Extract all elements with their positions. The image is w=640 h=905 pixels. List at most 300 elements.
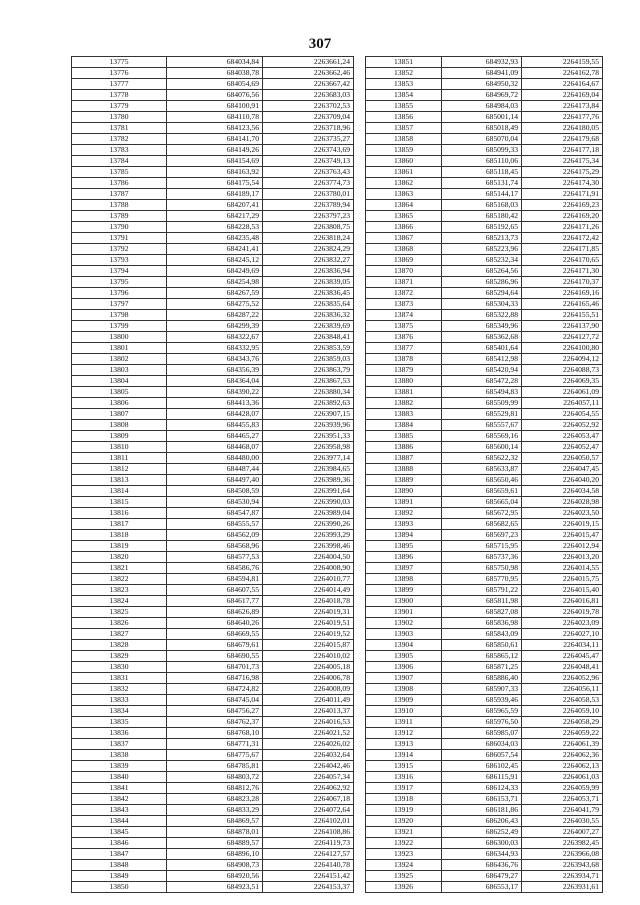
x-coordinate-cell: 684299,39 [167,321,263,332]
y-coordinate-cell: 2264010,77 [263,574,354,585]
point-number-cell: 13920 [366,816,442,827]
y-coordinate-cell: 2264094,12 [522,354,603,365]
table-row [366,838,603,849]
y-coordinate-cell: 2264153,37 [263,882,354,893]
point-number-cell: 13904 [366,640,442,651]
y-coordinate-cell: 2263958,98 [263,442,354,453]
y-coordinate-cell: 2264127,72 [522,332,603,343]
y-coordinate-cell: 2264177,18 [522,145,603,156]
table-row [366,365,603,376]
table-row [72,189,354,200]
x-coordinate-cell: 684941,09 [442,68,522,79]
table-row [72,200,354,211]
point-number-cell: 13918 [366,794,442,805]
y-coordinate-cell: 2264013,37 [263,706,354,717]
point-number-cell: 13786 [72,178,167,189]
x-coordinate-cell: 684217,29 [167,211,263,222]
table-row [72,167,354,178]
table-row [366,431,603,442]
y-coordinate-cell: 2264007,27 [522,827,603,838]
y-coordinate-cell: 2264171,91 [522,189,603,200]
point-number-cell: 13910 [366,706,442,717]
y-coordinate-cell: 2264173,84 [522,101,603,112]
point-number-cell: 13839 [72,761,167,772]
y-coordinate-cell: 2264014,49 [263,585,354,596]
x-coordinate-cell: 685665,04 [442,497,522,508]
x-coordinate-cell: 684508,59 [167,486,263,497]
table-row [366,244,603,255]
y-coordinate-cell: 2263892,63 [263,398,354,409]
table-row [366,79,603,90]
x-coordinate-cell: 685294,64 [442,288,522,299]
y-coordinate-cell: 2264072,64 [263,805,354,816]
x-coordinate-cell: 686553,17 [442,882,522,893]
y-coordinate-cell: 2263984,65 [263,464,354,475]
table-row [72,376,354,387]
point-number-cell: 13851 [366,57,442,68]
y-coordinate-cell: 2264050,57 [522,453,603,464]
y-coordinate-cell: 2264034,58 [522,486,603,497]
x-coordinate-cell: 684908,73 [167,860,263,871]
x-coordinate-cell: 685099,33 [442,145,522,156]
table-row [366,695,603,706]
x-coordinate-cell: 684716,98 [167,673,263,684]
point-number-cell: 13909 [366,695,442,706]
y-coordinate-cell: 2264174,30 [522,178,603,189]
x-coordinate-cell: 685401,64 [442,343,522,354]
point-number-cell: 13861 [366,167,442,178]
point-number-cell: 13777 [72,79,167,90]
x-coordinate-cell: 686436,76 [442,860,522,871]
y-coordinate-cell: 2264027,10 [522,629,603,640]
point-number-cell: 13790 [72,222,167,233]
y-coordinate-cell: 2263780,01 [263,189,354,200]
table-row [72,321,354,332]
table-row [72,68,354,79]
point-number-cell: 13789 [72,211,167,222]
point-number-cell: 13901 [366,607,442,618]
x-coordinate-cell: 685811,98 [442,596,522,607]
point-number-cell: 13924 [366,860,442,871]
x-coordinate-cell: 685865,12 [442,651,522,662]
x-coordinate-cell: 684568,96 [167,541,263,552]
x-coordinate-cell: 684241,41 [167,244,263,255]
x-coordinate-cell: 684287,22 [167,310,263,321]
table-row [366,640,603,651]
point-number-cell: 13816 [72,508,167,519]
table-row [72,266,354,277]
table-row [72,420,354,431]
point-number-cell: 13806 [72,398,167,409]
y-coordinate-cell: 2264057,34 [263,772,354,783]
point-number-cell: 13788 [72,200,167,211]
x-coordinate-cell: 685529,81 [442,409,522,420]
table-row [72,101,354,112]
y-coordinate-cell: 2263763,43 [263,167,354,178]
x-coordinate-cell: 685494,83 [442,387,522,398]
y-coordinate-cell: 2264164,67 [522,79,603,90]
y-coordinate-cell: 2263934,71 [522,871,603,882]
point-number-cell: 13818 [72,530,167,541]
table-row [366,57,603,68]
y-coordinate-cell: 2264004,50 [263,552,354,563]
y-coordinate-cell: 2263993,29 [263,530,354,541]
table-row [72,90,354,101]
y-coordinate-cell: 2264058,53 [522,695,603,706]
x-coordinate-cell: 686344,93 [442,849,522,860]
table-row [366,134,603,145]
point-number-cell: 13859 [366,145,442,156]
y-coordinate-cell: 2263661,24 [263,57,354,68]
x-coordinate-cell: 684249,69 [167,266,263,277]
point-number-cell: 13911 [366,717,442,728]
table-row [366,178,603,189]
point-number-cell: 13905 [366,651,442,662]
x-coordinate-cell: 684896,10 [167,849,263,860]
point-number-cell: 13846 [72,838,167,849]
table-row [366,508,603,519]
y-coordinate-cell: 2264169,23 [522,200,603,211]
table-row [72,761,354,772]
y-coordinate-cell: 2264127,57 [263,849,354,860]
y-coordinate-cell: 2263667,42 [263,79,354,90]
point-number-cell: 13843 [72,805,167,816]
point-number-cell: 13869 [366,255,442,266]
coordinates-table-left [71,56,354,893]
x-coordinate-cell: 685715,95 [442,541,522,552]
x-coordinate-cell: 684356,39 [167,365,263,376]
y-coordinate-cell: 2264045,47 [522,651,603,662]
y-coordinate-cell: 2264140,78 [263,860,354,871]
y-coordinate-cell: 2264171,85 [522,244,603,255]
x-coordinate-cell: 685682,65 [442,519,522,530]
x-coordinate-cell: 685569,16 [442,431,522,442]
y-coordinate-cell: 2264008,90 [263,563,354,574]
y-coordinate-cell: 2264169,04 [522,90,603,101]
y-coordinate-cell: 2264011,49 [263,695,354,706]
y-coordinate-cell: 2263867,53 [263,376,354,387]
point-number-cell: 13822 [72,574,167,585]
point-number-cell: 13787 [72,189,167,200]
table-row [366,277,603,288]
x-coordinate-cell: 684586,76 [167,563,263,574]
y-coordinate-cell: 2264171,30 [522,266,603,277]
y-coordinate-cell: 2264061,09 [522,387,603,398]
point-number-cell: 13898 [366,574,442,585]
y-coordinate-cell: 2263939,96 [263,420,354,431]
point-number-cell: 13782 [72,134,167,145]
x-coordinate-cell: 685939,46 [442,695,522,706]
y-coordinate-cell: 2264100,80 [522,343,603,354]
table-row [366,563,603,574]
x-coordinate-cell: 684745,04 [167,695,263,706]
y-coordinate-cell: 2263990,26 [263,519,354,530]
table-row [366,882,603,893]
table-row [366,101,603,112]
point-number-cell: 13917 [366,783,442,794]
point-number-cell: 13915 [366,761,442,772]
point-number-cell: 13835 [72,717,167,728]
point-number-cell: 13799 [72,321,167,332]
x-coordinate-cell: 685349,96 [442,321,522,332]
x-coordinate-cell: 684803,72 [167,772,263,783]
x-coordinate-cell: 686034,03 [442,739,522,750]
table-row [72,816,354,827]
x-coordinate-cell: 685907,33 [442,684,522,695]
table-row [366,112,603,123]
y-coordinate-cell: 2264162,78 [522,68,603,79]
table-row [366,673,603,684]
point-number-cell: 13820 [72,552,167,563]
x-coordinate-cell: 684833,29 [167,805,263,816]
table-row [366,475,603,486]
x-coordinate-cell: 684254,98 [167,277,263,288]
table-row [366,211,603,222]
y-coordinate-cell: 2263818,24 [263,233,354,244]
table-row [72,145,354,156]
y-coordinate-cell: 2263808,75 [263,222,354,233]
y-coordinate-cell: 2264172,42 [522,233,603,244]
y-coordinate-cell: 2263982,45 [522,838,603,849]
table-row [72,629,354,640]
y-coordinate-cell: 2264041,79 [522,805,603,816]
y-coordinate-cell: 2263709,04 [263,112,354,123]
point-number-cell: 13810 [72,442,167,453]
point-number-cell: 13885 [366,431,442,442]
x-coordinate-cell: 685791,22 [442,585,522,596]
x-coordinate-cell: 684679,61 [167,640,263,651]
x-coordinate-cell: 685672,95 [442,508,522,519]
x-coordinate-cell: 686206,43 [442,816,522,827]
point-number-cell: 13873 [366,299,442,310]
point-number-cell: 13796 [72,288,167,299]
point-number-cell: 13921 [366,827,442,838]
point-number-cell: 13848 [72,860,167,871]
point-number-cell: 13874 [366,310,442,321]
table-row [366,387,603,398]
x-coordinate-cell: 685737,36 [442,552,522,563]
y-coordinate-cell: 2264057,11 [522,398,603,409]
table-row [366,90,603,101]
point-number-cell: 13814 [72,486,167,497]
point-number-cell: 13805 [72,387,167,398]
x-coordinate-cell: 684034,84 [167,57,263,68]
point-number-cell: 13838 [72,750,167,761]
x-coordinate-cell: 684480,00 [167,453,263,464]
y-coordinate-cell: 2264008,09 [263,684,354,695]
x-coordinate-cell: 684823,28 [167,794,263,805]
y-coordinate-cell: 2263989,04 [263,508,354,519]
x-coordinate-cell: 685650,46 [442,475,522,486]
y-coordinate-cell: 2264019,15 [522,519,603,530]
table-row [72,750,354,761]
coordinates-table-right [365,56,603,893]
point-number-cell: 13863 [366,189,442,200]
point-number-cell: 13864 [366,200,442,211]
point-number-cell: 13913 [366,739,442,750]
point-number-cell: 13831 [72,673,167,684]
y-coordinate-cell: 2263774,73 [263,178,354,189]
x-coordinate-cell: 684163,92 [167,167,263,178]
table-row [72,783,354,794]
point-number-cell: 13907 [366,673,442,684]
point-number-cell: 13856 [366,112,442,123]
point-number-cell: 13892 [366,508,442,519]
y-coordinate-cell: 2264014,55 [522,563,603,574]
table-row [366,497,603,508]
table-row [72,717,354,728]
y-coordinate-cell: 2263835,64 [263,299,354,310]
x-coordinate-cell: 685131,74 [442,178,522,189]
point-number-cell: 13852 [366,68,442,79]
y-coordinate-cell: 2264023,50 [522,508,603,519]
table-row [72,57,354,68]
point-number-cell: 13853 [366,79,442,90]
table-row [72,651,354,662]
x-coordinate-cell: 685232,34 [442,255,522,266]
y-coordinate-cell: 2263824,29 [263,244,354,255]
table-row [366,189,603,200]
y-coordinate-cell: 2263797,23 [263,211,354,222]
x-coordinate-cell: 685322,88 [442,310,522,321]
point-number-cell: 13872 [366,288,442,299]
x-coordinate-cell: 685412,98 [442,354,522,365]
point-number-cell: 13840 [72,772,167,783]
y-coordinate-cell: 2264059,10 [522,706,603,717]
point-number-cell: 13801 [72,343,167,354]
x-coordinate-cell: 685633,87 [442,464,522,475]
x-coordinate-cell: 684562,09 [167,530,263,541]
x-coordinate-cell: 684332,95 [167,343,263,354]
y-coordinate-cell: 2264155,51 [522,310,603,321]
x-coordinate-cell: 684969,72 [442,90,522,101]
table-row [366,233,603,244]
x-coordinate-cell: 684110,78 [167,112,263,123]
table-row [72,794,354,805]
table-row [366,717,603,728]
point-number-cell: 13855 [366,101,442,112]
y-coordinate-cell: 2263998,46 [263,541,354,552]
y-coordinate-cell: 2264052,96 [522,673,603,684]
table-row [366,871,603,882]
x-coordinate-cell: 685264,56 [442,266,522,277]
table-row [366,684,603,695]
y-coordinate-cell: 2263749,13 [263,156,354,167]
y-coordinate-cell: 2264062,13 [522,761,603,772]
y-coordinate-cell: 2263683,03 [263,90,354,101]
table-row [366,618,603,629]
point-number-cell: 13895 [366,541,442,552]
point-number-cell: 13876 [366,332,442,343]
x-coordinate-cell: 684775,67 [167,750,263,761]
point-number-cell: 13826 [72,618,167,629]
y-coordinate-cell: 2264054,55 [522,409,603,420]
y-coordinate-cell: 2264047,45 [522,464,603,475]
x-coordinate-cell: 685192,65 [442,222,522,233]
table-row [72,365,354,376]
x-coordinate-cell: 684468,07 [167,442,263,453]
point-number-cell: 13776 [72,68,167,79]
page-number: 307 [308,36,332,52]
y-coordinate-cell: 2264023,09 [522,618,603,629]
y-coordinate-cell: 2264058,29 [522,717,603,728]
point-number-cell: 13833 [72,695,167,706]
x-coordinate-cell: 684889,57 [167,838,263,849]
point-number-cell: 13813 [72,475,167,486]
x-coordinate-cell: 685557,67 [442,420,522,431]
table-row [72,695,354,706]
x-coordinate-cell: 684465,27 [167,431,263,442]
x-coordinate-cell: 685836,98 [442,618,522,629]
x-coordinate-cell: 684149,26 [167,145,263,156]
x-coordinate-cell: 684487,44 [167,464,263,475]
table-row [72,486,354,497]
point-number-cell: 13899 [366,585,442,596]
y-coordinate-cell: 2264108,86 [263,827,354,838]
table-row [72,684,354,695]
x-coordinate-cell: 684054,69 [167,79,263,90]
table-row [366,585,603,596]
table-row [366,519,603,530]
point-number-cell: 13865 [366,211,442,222]
point-number-cell: 13891 [366,497,442,508]
x-coordinate-cell: 685472,28 [442,376,522,387]
x-coordinate-cell: 684812,76 [167,783,263,794]
point-number-cell: 13780 [72,112,167,123]
table-row [366,607,603,618]
x-coordinate-cell: 685622,32 [442,453,522,464]
x-coordinate-cell: 685110,06 [442,156,522,167]
y-coordinate-cell: 2264026,02 [263,739,354,750]
table-row [72,618,354,629]
table-row [72,497,354,508]
x-coordinate-cell: 684228,53 [167,222,263,233]
y-coordinate-cell: 2264056,11 [522,684,603,695]
table-row [366,68,603,79]
x-coordinate-cell: 685213,73 [442,233,522,244]
y-coordinate-cell: 2264165,46 [522,299,603,310]
point-number-cell: 13870 [366,266,442,277]
x-coordinate-cell: 685750,98 [442,563,522,574]
table-row [366,750,603,761]
point-number-cell: 13844 [72,816,167,827]
y-coordinate-cell: 2263789,94 [263,200,354,211]
x-coordinate-cell: 685827,08 [442,607,522,618]
table-row [72,475,354,486]
table-row [366,651,603,662]
point-number-cell: 13797 [72,299,167,310]
point-number-cell: 13880 [366,376,442,387]
point-number-cell: 13815 [72,497,167,508]
x-coordinate-cell: 686252,49 [442,827,522,838]
point-number-cell: 13791 [72,233,167,244]
table-row [72,222,354,233]
table-row [72,79,354,90]
x-coordinate-cell: 685118,45 [442,167,522,178]
y-coordinate-cell: 2264159,55 [522,57,603,68]
table-row [72,112,354,123]
table-row [366,442,603,453]
x-coordinate-cell: 685843,09 [442,629,522,640]
x-coordinate-cell: 685286,96 [442,277,522,288]
y-coordinate-cell: 2264119,73 [263,838,354,849]
table-row [72,662,354,673]
y-coordinate-cell: 2264067,18 [263,794,354,805]
x-coordinate-cell: 685001,14 [442,112,522,123]
x-coordinate-cell: 684141,70 [167,134,263,145]
x-coordinate-cell: 684785,81 [167,761,263,772]
table-row [366,574,603,585]
